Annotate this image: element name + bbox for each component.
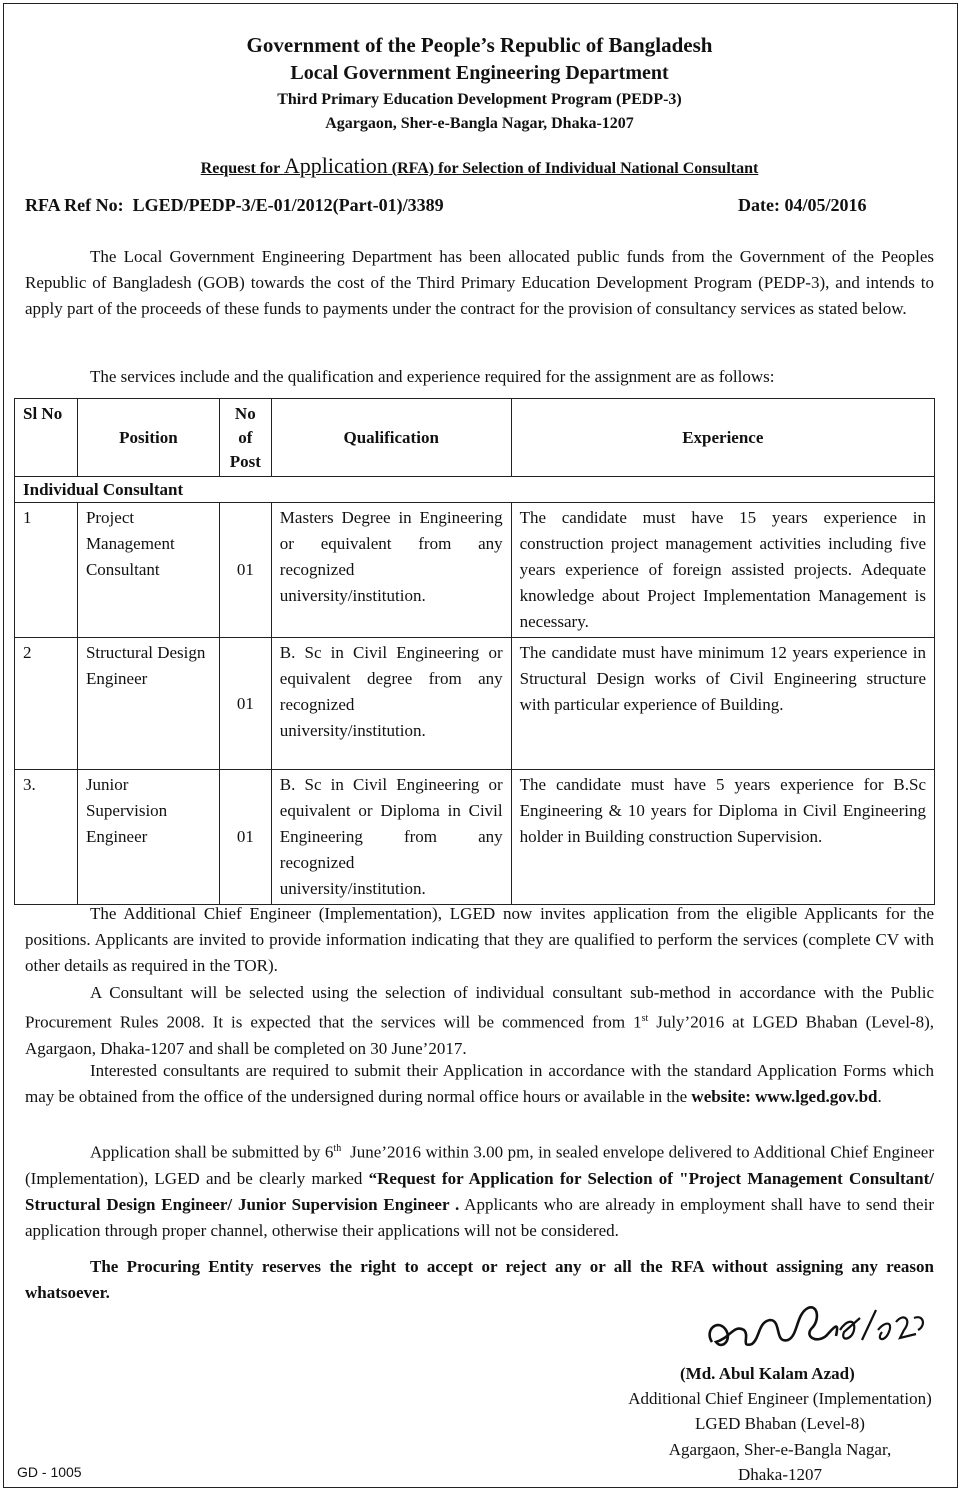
selection-sup: st <box>641 1013 649 1024</box>
header-posts <box>219 399 271 477</box>
row-experience: The candidate must have 5 years experience for B.Sc Engineering & 10 years for Diploma in Civil Engineering holder in Building construction Supervision. <box>511 770 934 905</box>
signatory-office: LGED Bhaban (Level-8) <box>695 1414 865 1433</box>
table-row <box>15 503 935 638</box>
intro-paragraph: The Local Government Engineering Department has been allocated public funds from the Government of the Peoples Republic of Bangladesh (GOB) towards the cost of the Third Primary Education Development Program (PEDP-3), and intends to apply part of the proceeds of these funds to payments under the contract for the provision of consultancy services as stated below. <box>25 247 934 318</box>
table-row <box>15 770 935 905</box>
invitation-paragraph: The Additional Chief Engineer (Implementation), LGED now invites application from the eligible Applicants for the positions. Applicants are invited to provide information indicating that they are qualified to perform the services (complete CV with other details as required in the TOR). <box>25 904 934 975</box>
signatory-address-line2: Dhaka-1207 <box>737 1465 823 1484</box>
header-posts-line1: No <box>234 403 256 423</box>
table-row <box>15 638 935 770</box>
row-posts: 01 <box>219 638 271 770</box>
rfa-date: Date: 04/05/2016 <box>738 195 867 215</box>
header-government: Government of the People’s Republic of Bangladesh <box>246 33 713 57</box>
forms-text-c: . <box>877 1087 882 1106</box>
rfa-title <box>0 153 959 179</box>
header-experience: Experience <box>511 399 934 477</box>
row-position: Structural Design Engineer <box>77 638 219 770</box>
submission-paragraph <box>25 1136 939 1244</box>
services-intro: The services include and the qualification and experience required for the assignment are as follows: <box>90 367 775 386</box>
header-position: Position <box>77 399 219 477</box>
row-qualification: B. Sc in Civil Engineering or equivalent degree from any recognized university/institution. <box>271 638 511 770</box>
row-position: Project Management Consultant <box>77 503 219 638</box>
submission-text-d: Applicants who are already in employment shall have to send their application through proper channel, otherwise their applications will not be considered. <box>25 1194 934 1240</box>
row-sl: 2 <box>15 638 78 770</box>
rfa-ref-label: RFA Ref No: <box>25 195 133 215</box>
row-sl: 3. <box>15 770 78 905</box>
row-posts: 01 <box>219 503 271 638</box>
header-sl: Sl No <box>15 399 78 477</box>
row-position: Junior Supervision Engineer <box>77 770 219 905</box>
rfa-ref-number: LGED/PEDP-3/E-01/2012(Part-01)/3389 <box>132 195 444 215</box>
signatory-name: (Md. Abul Kalam Azad) <box>680 1364 855 1383</box>
submission-text-b: June’2016 within 3.00 pm, in sealed envelope delivered to Additional Chief Engineer (Implementation), LGED and be clearly marked <box>25 1142 939 1188</box>
signature-graphic <box>700 1300 930 1362</box>
rfa-title-prefix: Request for <box>200 160 284 177</box>
row-experience: The candidate must have minimum 12 years experience in Structural Design works of Civil Engineering structure with particular experience of Building. <box>511 638 934 770</box>
row-posts: 01 <box>219 770 271 905</box>
selection-text-b: July’2016 at LGED Bhaban (Level-8), Agargaon, Dhaka-1207 and shall be completed on 30 June’2017. <box>25 1012 935 1058</box>
rfa-title-big: Application <box>283 153 388 178</box>
table-header-row <box>15 399 935 477</box>
header-department: Local Government Engineering Department <box>290 62 669 84</box>
document-code: GD - 1005 <box>17 1464 82 1480</box>
forms-text-a: Interested consultants are required to submit their Application in accordance with the standard Application Forms which may be obtained from the office of the undersigned during normal office hours or available in the <box>25 1061 934 1106</box>
row-experience: The candidate must have 15 years experience in construction project management activities including five years experience of foreign assisted projects. Adequate knowledge about Project Implementation Management is necessary. <box>511 503 934 638</box>
group-label: Individual Consultant <box>15 477 935 503</box>
signatory-title: Additional Chief Engineer (Implementation) <box>628 1389 932 1408</box>
services-table <box>14 398 935 905</box>
row-qualification: B. Sc in Civil Engineering or equivalent or Diploma in Civil Engineering from any recognized university/institution. <box>271 770 511 905</box>
selection-paragraph <box>25 980 934 1062</box>
website-link[interactable]: website: www.lged.gov.bd <box>691 1087 878 1106</box>
rights-paragraph: The Procuring Entity reserves the right to accept or reject any or all the RFA without assigning any reason whatsoever. <box>25 1257 934 1302</box>
group-row <box>15 477 935 503</box>
signatory-address-line1: Agargaon, Sher-e-Bangla Nagar, <box>668 1440 892 1459</box>
rfa-ref <box>25 195 444 216</box>
header-qualification: Qualification <box>271 399 511 477</box>
header-program: Third Primary Education Development Program (PEDP-3) <box>277 91 682 108</box>
header-posts-line2: of <box>238 427 253 447</box>
row-sl: 1 <box>15 503 78 638</box>
submission-mark: “Request for Application for Selection of "Project Management Consultant/ Structural Design Engineer/ Junior Supervision Engineer . <box>25 1168 934 1214</box>
row-qualification: Masters Degree in Engineering or equivalent from any recognized university/institution. <box>271 503 511 638</box>
header-address: Agargaon, Sher-e-Bangla Nagar, Dhaka-1207 <box>325 115 634 132</box>
rfa-title-suffix: (RFA) for Selection of Individual National Consultant <box>387 160 759 177</box>
selection-text-a: A Consultant will be selected using the selection of individual consultant sub-method in accordance with the Public Procurement Rules 2008. It is expected that the services will be commenced from 1 <box>25 983 934 1032</box>
forms-paragraph <box>25 1058 934 1110</box>
header-posts-line3: Post <box>229 451 261 471</box>
submission-text-a: Application shall be submitted by 6 <box>90 1142 334 1162</box>
submission-sup: th <box>333 1143 342 1154</box>
